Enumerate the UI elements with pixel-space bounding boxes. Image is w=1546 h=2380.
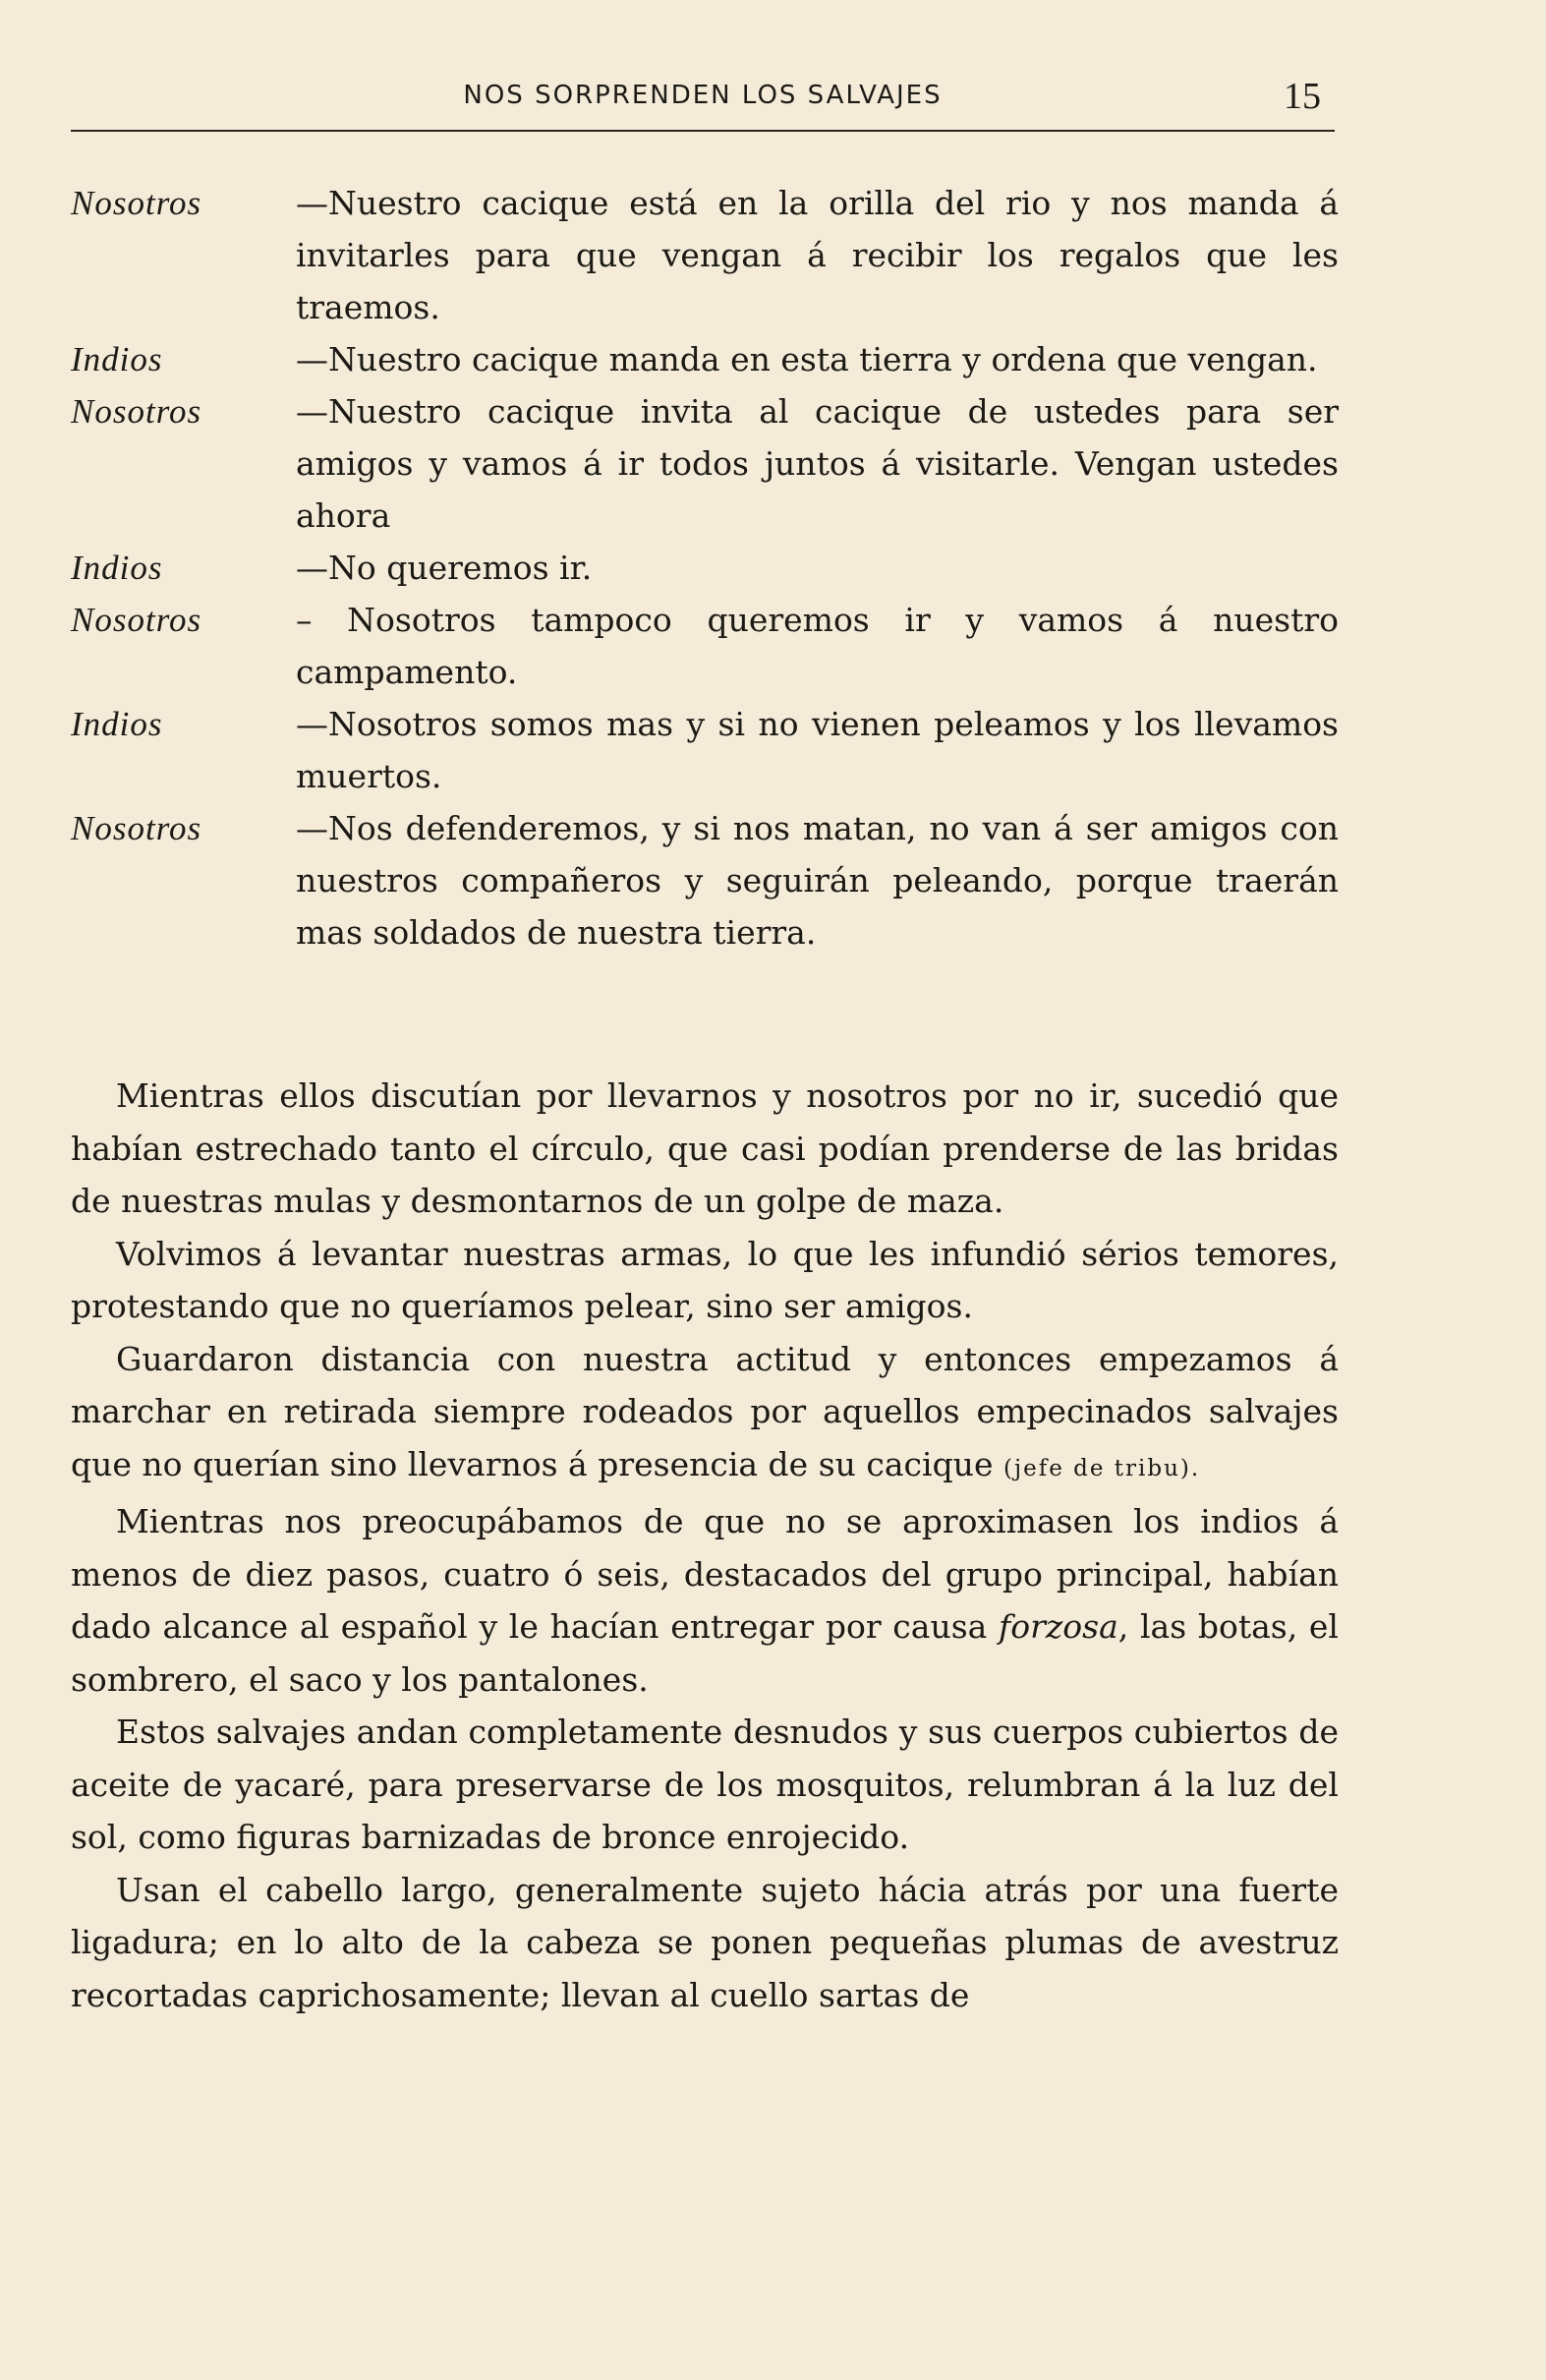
paragraph: Estos salvajes andan completamente desnudos y sus cuerpos cubiertos de aceite de yacaré, para preservarse de los mosquitos, relumbran á la luz del sol, como figuras barnizadas de bronce enrojecido.: [71, 1712, 1339, 1856]
speech-text: – Nosotros tampoco queremos ir y vamos á nuestro campamento.: [296, 601, 1339, 691]
dialogue-line: [71, 333, 1339, 385]
paragraph-text: Mientras nos preocupábamos de que no se aproximasen los indios á menos de diez pasos, cuatro ó seis, destacados del grupo principal, habían dado alcance al español y le hacían entregar por causa: [71, 1502, 1339, 1646]
speech-text: —No queremos ir.: [296, 549, 593, 587]
page-number: 15: [1284, 76, 1321, 117]
speaker-label: Nosotros: [71, 184, 202, 222]
speaker-label: Indios: [71, 340, 163, 378]
paragraph: Usan el cabello largo, generalmente sujeto hácia atrás por una fuerte ligadura; en lo alto de la cabeza se ponen pequeñas plumas de avestruz recortadas caprichosamente; llevan al cuello sartas de: [71, 1870, 1339, 2014]
speaker-label: Nosotros: [71, 809, 202, 847]
speaker-label: Nosotros: [71, 601, 202, 639]
parenthetical-note: (jefe de tribu).: [1002, 1455, 1201, 1481]
dialogue-block: [71, 177, 1339, 958]
paragraph-text: Guardaron distancia con nuestra actitud y entonces empezamos á marchar en retirada siempre rodeados por aquellos empecinados salvajes que no querían sino llevarnos á presencia de su cacique: [71, 1339, 1339, 1483]
paragraph: Volvimos á levantar nuestras armas, lo que les infundió sérios temores, protestando que no queríamos pelear, sino ser amigos.: [71, 1234, 1339, 1325]
italic-word: forzosa: [999, 1607, 1118, 1646]
speech-text: —Nos defenderemos, y si nos matan, no van á ser amigos con nuestros compañeros y seguirán peleando, porque traerán mas soldados de nuestra tierra.: [296, 809, 1339, 952]
dialogue-line: [71, 698, 1339, 802]
body-text: [71, 1070, 1339, 2021]
paragraph: Mientras ellos discutían por llevarnos y nosotros por no ir, sucedió que habían estrechado tanto el círculo, que casi podían prenderse de las bridas de nuestras mulas y desmontarnos de un golpe de maza.: [71, 1076, 1339, 1220]
paragraph-text: , las botas, el sombrero, el saco y los pantalones.: [71, 1607, 1339, 1699]
speaker-label: Indios: [71, 705, 163, 743]
dialogue-line: [71, 177, 1339, 333]
dialogue-line: [71, 802, 1339, 958]
running-title: NOS SORPRENDEN LOS SALVAJES: [463, 81, 943, 110]
speech-text: —Nosotros somos mas y si no vienen peleamos y los llevamos muertos.: [296, 705, 1339, 795]
speech-text: —Nuestro cacique invita al cacique de ustedes para ser amigos y vamos á ir todos juntos á visitarle. Vengan ustedes ahora: [296, 392, 1339, 535]
page-header: [71, 76, 1335, 132]
speaker-label: Indios: [71, 549, 163, 587]
dialogue-line: [71, 542, 1339, 594]
speaker-label: Nosotros: [71, 392, 202, 431]
speech-text: —Nuestro cacique manda en esta tierra y ordena que vengan.: [296, 340, 1318, 378]
paragraph: [71, 1495, 1339, 1706]
paragraph: [71, 1333, 1339, 1496]
dialogue-line: [71, 385, 1339, 542]
speech-text: —Nuestro cacique está en la orilla del rio y nos manda á invitarles para que vengan á recibir los regalos que les traemos.: [296, 184, 1339, 326]
dialogue-line: [71, 594, 1339, 698]
